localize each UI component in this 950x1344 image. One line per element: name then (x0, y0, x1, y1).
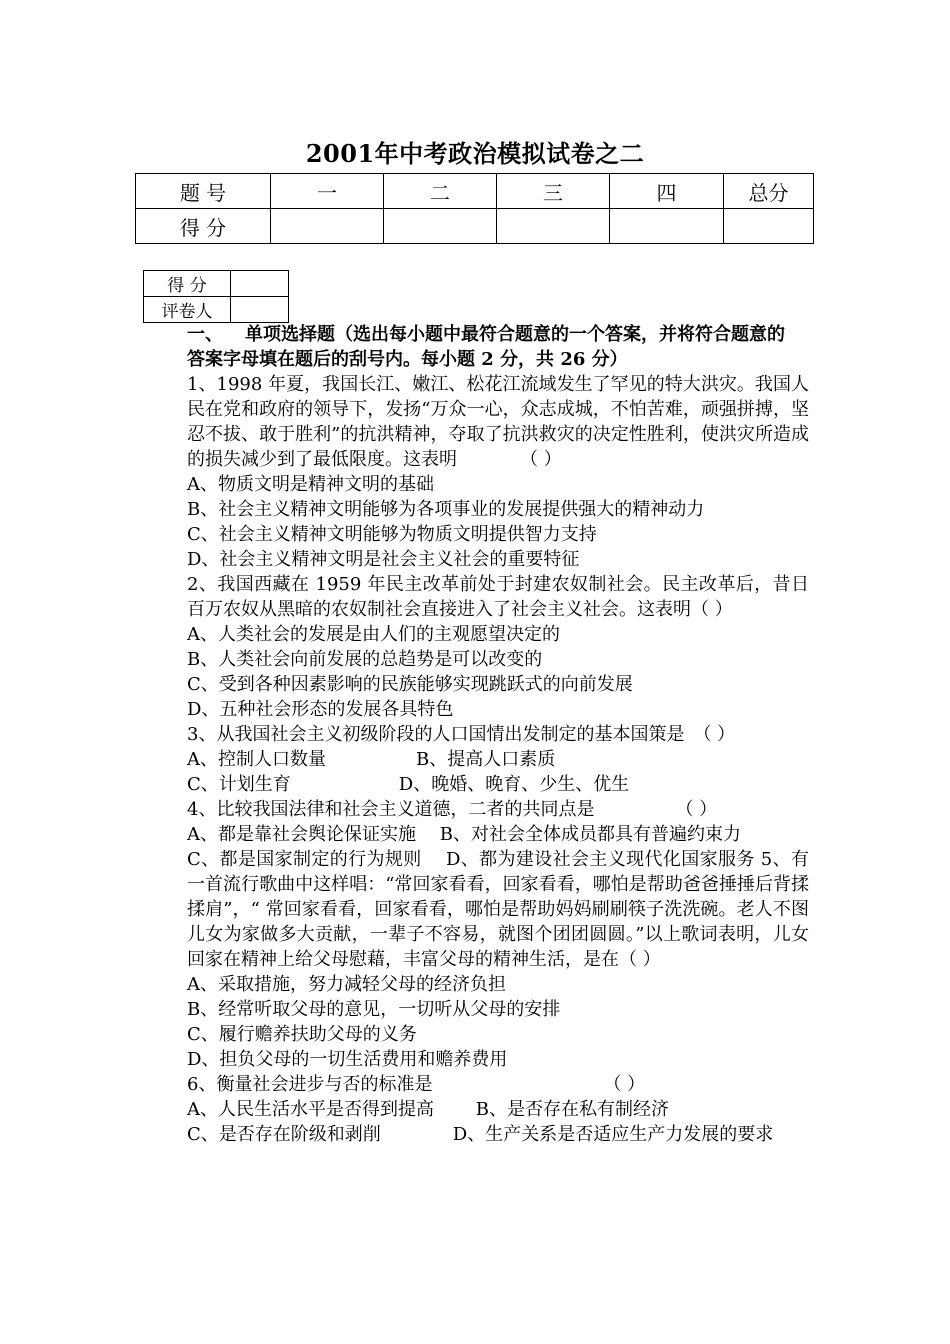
question-6-options-row-2: C、是否存在阶级和剥削 D、生产关系是否适应生产力发展的要求 (187, 1124, 774, 1145)
score-cell[interactable] (724, 209, 814, 244)
score-table (135, 173, 814, 244)
score-cell[interactable] (610, 209, 724, 244)
section-heading-text: 单项选择题（选出每小题中最符合题意的一个答案，并将符合题意的 (245, 324, 785, 345)
score-header-cell: 三 (497, 174, 610, 209)
section-number: 一、 (187, 324, 223, 345)
question-4-options-row-1: A、都是靠社会舆论保证实施 B、对社会全体成员都具有普遍约束力 (187, 824, 741, 845)
question-4-stem: 4、比较我国法律和社会主义道德，二者的共同点是 （ ） (187, 799, 718, 820)
question-1-option-d: D、社会主义精神文明是社会主义社会的重要特征 (187, 549, 580, 570)
question-4-options-row-2: C、都是国家制定的行为规则 D、都为建设社会主义现代化国家服务 5、有一首流行歌曲中这样唱：“常回家看看，回家看看，哪怕是帮助爸爸捶捶后背揉揉肩”，“ 常回家看看，回家看看，哪怕是帮助妈妈刷刷筷子洗洗碗。老人不图儿女为家做多大贡献，一辈子不容易，就图个团团圆圆。”以上歌词表明，儿女回家在精神上给父母慰藉，丰富父母的精神生活，是在（ ） (187, 849, 809, 970)
score-header-cell: 一 (271, 174, 384, 209)
score-table-header-row (136, 174, 814, 209)
question-2-stem: 2、我国西藏在 1959 年民主改革前处于封建农奴制社会。民主改革后，昔日百万农奴从黑暗的农奴制社会直接进入了社会主义社会。这表明（ ） (187, 574, 809, 620)
question-5-option-b: B、经常听取父母的意见，一切听从父母的安排 (187, 999, 561, 1020)
score-row-label: 得 分 (136, 209, 271, 244)
grader-name-label: 评卷人 (144, 297, 231, 323)
question-2-option-c: C、受到各种因素影响的民族能够实现跳跃式的向前发展 (187, 674, 633, 695)
score-header-cell: 总分 (724, 174, 814, 209)
question-3-options-row-1: A、控制人口数量 B、提高人口素质 (187, 749, 556, 770)
question-5-option-d: D、担负父母的一切生活费用和赡养费用 (187, 1049, 508, 1070)
question-2-option-b: B、人类社会向前发展的总趋势是可以改变的 (187, 649, 543, 670)
question-1-option-c: C、社会主义精神文明能够为物质文明提供智力支持 (187, 524, 597, 545)
exam-body (187, 322, 809, 1147)
score-cell[interactable] (384, 209, 497, 244)
page-title: 2001年中考政治模拟试卷之二 (305, 139, 645, 168)
grader-table (143, 270, 289, 323)
question-5-option-c: C、履行赡养扶助父母的义务 (187, 1024, 417, 1045)
question-5-option-a: A、采取措施，努力减轻父母的经济负担 (187, 974, 506, 995)
score-cell[interactable] (497, 209, 610, 244)
score-table-score-row (136, 209, 814, 244)
section-heading (187, 322, 809, 347)
question-1-option-a: A、物质文明是精神文明的基础 (187, 474, 434, 495)
section-heading-cont: 答案字母填在题后的刮号内。每小题 2 分，共 26 分） (187, 349, 628, 370)
score-cell[interactable] (271, 209, 384, 244)
question-6-stem: 6、衡量社会进步与否的标准是 （ ） (187, 1074, 646, 1095)
question-6-options-row-1: A、人民生活水平是否得到提高 B、是否存在私有制经济 (187, 1099, 669, 1120)
score-header-cell: 四 (610, 174, 724, 209)
score-header-cell: 二 (384, 174, 497, 209)
grader-score-label: 得 分 (144, 271, 231, 297)
grader-score-cell[interactable] (231, 271, 289, 297)
question-3-stem: 3、从我国社会主义初级阶段的人口国情出发制定的基本国策是 （ ） (187, 724, 736, 745)
question-1-stem: 1、1998 年夏，我国长江、嫩江、松花江流域发生了罕见的特大洪灾。我国人民在党和政府的领导下，发扬“万众一心，众志成城，不怕苦难，顽强拼搏，坚忍不拔、敢于胜利”的抗洪精神，夺取了抗洪救灾的决定性胜利，使洪灾所造成的损失减少到了最低限度。这表明 （ ） (187, 374, 809, 470)
grader-name-cell[interactable] (231, 297, 289, 323)
score-header-cell: 题 号 (136, 174, 271, 209)
question-1-option-b: B、社会主义精神文明能够为各项事业的发展提供强大的精神动力 (187, 499, 705, 520)
question-3-options-row-2: C、计划生育 D、晚婚、晚育、少生、优生 (187, 774, 630, 795)
question-2-option-a: A、人类社会的发展是由人们的主观愿望决定的 (187, 624, 560, 645)
question-2-option-d: D、五种社会形态的发展各具特色 (187, 699, 454, 720)
